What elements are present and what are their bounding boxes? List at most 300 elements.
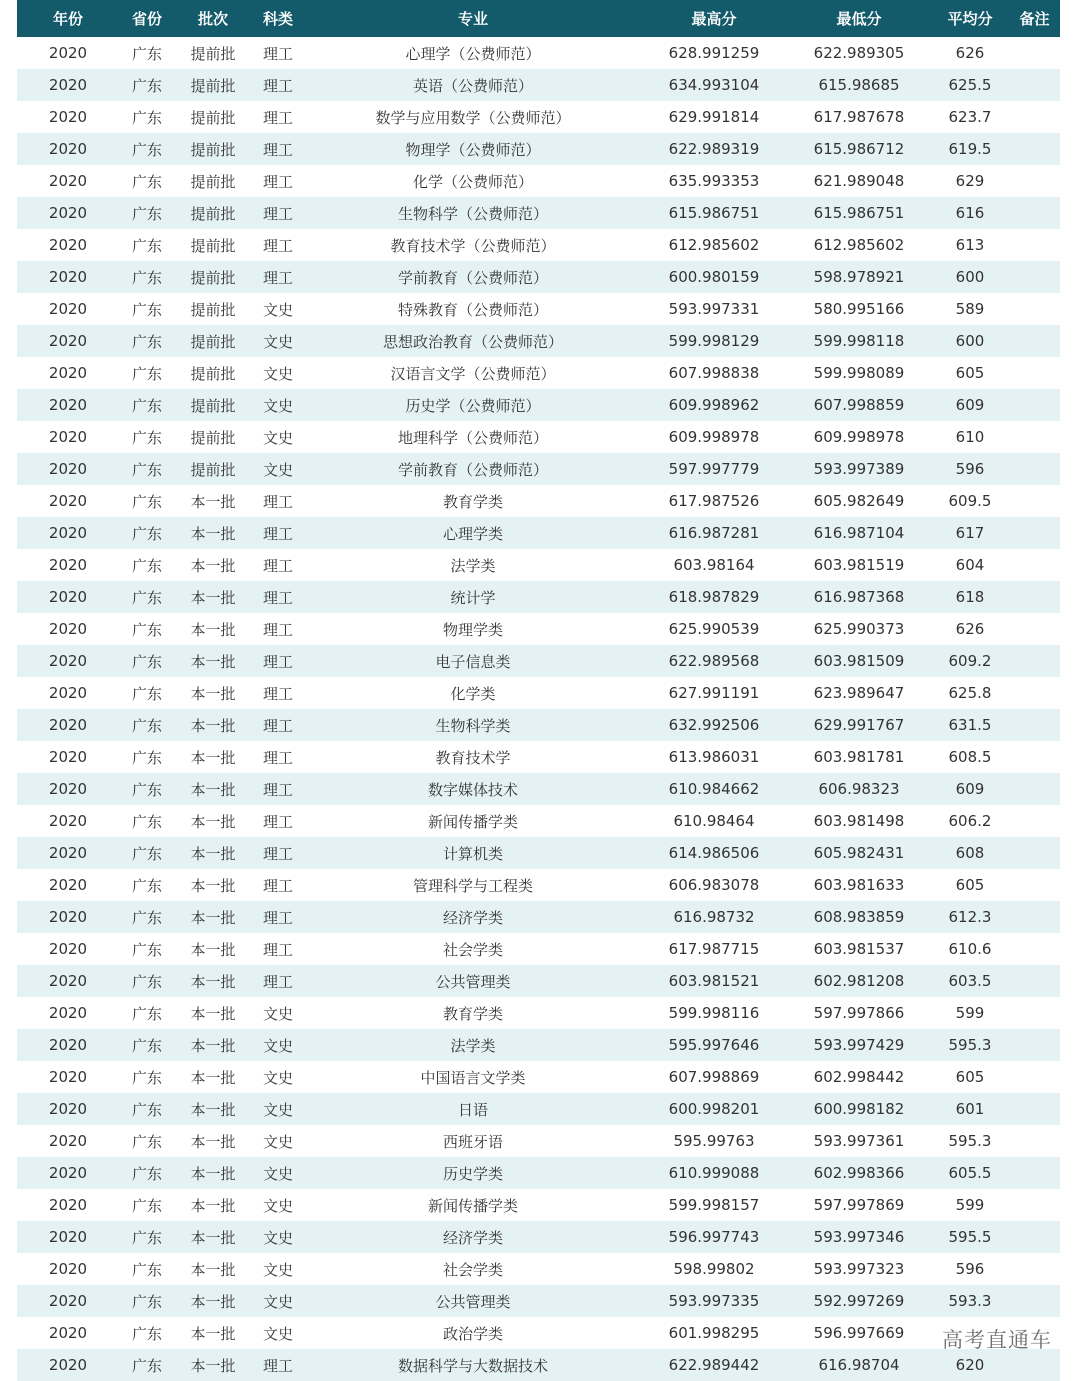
cell-major: 法学类 xyxy=(450,1036,496,1055)
cell-province: 广东 xyxy=(131,76,162,95)
cell-avg-score: 629 xyxy=(955,172,985,190)
cell-min-score: 605.982649 xyxy=(813,492,905,510)
cell-avg-score: 625.8 xyxy=(948,684,992,702)
cell-min-score: 615.98685 xyxy=(818,76,900,94)
cell-min-score: 603.981509 xyxy=(813,652,905,670)
cell-avg-score: 617 xyxy=(955,524,985,542)
cell-min-score: 603.981519 xyxy=(813,556,905,574)
cell-major: 管理科学与工程类 xyxy=(412,876,533,895)
cell-max-score: 625.990539 xyxy=(668,620,760,638)
cell-province: 广东 xyxy=(131,844,162,863)
cell-max-score: 607.998869 xyxy=(668,1068,760,1086)
cell-major: 思想政治教育（公费师范） xyxy=(382,332,563,351)
cell-min-score: 592.997269 xyxy=(813,1292,905,1310)
cell-min-score: 629.991767 xyxy=(813,716,905,734)
cell-batch: 本一批 xyxy=(190,620,236,639)
cell-avg-score: 613 xyxy=(955,236,985,254)
cell-subject-type: 理工 xyxy=(262,940,293,959)
cell-max-score: 632.992506 xyxy=(668,716,760,734)
cell-year: 2020 xyxy=(48,1100,88,1118)
cell-year: 2020 xyxy=(48,1196,88,1214)
cell-subject-type: 理工 xyxy=(262,780,293,799)
cell-subject-type: 理工 xyxy=(262,236,293,255)
cell-min-score: 580.995166 xyxy=(813,300,905,318)
cell-subject-type: 理工 xyxy=(262,76,293,95)
cell-batch: 本一批 xyxy=(190,908,236,927)
table-row xyxy=(17,677,1060,709)
table-row xyxy=(17,517,1060,549)
cell-batch: 本一批 xyxy=(190,780,236,799)
cell-avg-score: 599 xyxy=(955,1196,985,1214)
table-row xyxy=(17,133,1060,165)
cell-year: 2020 xyxy=(48,940,88,958)
cell-subject-type: 理工 xyxy=(262,108,293,127)
cell-year: 2020 xyxy=(48,428,88,446)
cell-province: 广东 xyxy=(131,716,162,735)
cell-min-score: 593.997323 xyxy=(813,1260,905,1278)
cell-avg-score: 595.3 xyxy=(948,1132,992,1150)
table-row xyxy=(17,421,1060,453)
header-subject-type: 科类 xyxy=(262,10,293,28)
cell-major: 历史学类 xyxy=(442,1164,503,1183)
cell-min-score: 602.981208 xyxy=(813,972,905,990)
cell-batch: 提前批 xyxy=(190,460,236,479)
cell-min-score: 621.989048 xyxy=(813,172,905,190)
cell-subject-type: 文史 xyxy=(262,396,293,415)
cell-max-score: 612.985602 xyxy=(668,236,760,254)
cell-min-score: 612.985602 xyxy=(813,236,905,254)
cell-max-score: 610.999088 xyxy=(668,1164,760,1182)
cell-max-score: 616.987281 xyxy=(668,524,760,542)
table-row xyxy=(17,805,1060,837)
cell-subject-type: 文史 xyxy=(262,332,293,351)
cell-major: 化学（公费师范） xyxy=(412,172,533,191)
cell-max-score: 593.997335 xyxy=(668,1292,760,1310)
cell-min-score: 625.990373 xyxy=(813,620,905,638)
cell-major: 英语（公费师范） xyxy=(412,76,533,95)
cell-year: 2020 xyxy=(48,876,88,894)
cell-subject-type: 理工 xyxy=(262,492,293,511)
cell-province: 广东 xyxy=(131,684,162,703)
cell-min-score: 593.997389 xyxy=(813,460,905,478)
cell-major: 数据科学与大数据技术 xyxy=(397,1356,548,1375)
cell-year: 2020 xyxy=(48,1068,88,1086)
cell-avg-score: 600 xyxy=(955,268,985,286)
cell-major: 物理学（公费师范） xyxy=(405,140,541,159)
cell-year: 2020 xyxy=(48,1164,88,1182)
cell-subject-type: 理工 xyxy=(262,44,293,63)
table-row xyxy=(17,197,1060,229)
cell-subject-type: 理工 xyxy=(262,268,293,287)
cell-province: 广东 xyxy=(131,908,162,927)
cell-min-score: 593.997346 xyxy=(813,1228,905,1246)
cell-max-score: 609.998962 xyxy=(668,396,760,414)
cell-max-score: 610.984662 xyxy=(668,780,760,798)
cell-batch: 提前批 xyxy=(190,172,236,191)
cell-batch: 本一批 xyxy=(190,844,236,863)
cell-min-score: 609.998978 xyxy=(813,428,905,446)
cell-year: 2020 xyxy=(48,844,88,862)
cell-year: 2020 xyxy=(48,396,88,414)
cell-year: 2020 xyxy=(48,460,88,478)
cell-max-score: 607.998838 xyxy=(668,364,760,382)
table-row xyxy=(17,1125,1060,1157)
cell-batch: 本一批 xyxy=(190,972,236,991)
table-row xyxy=(17,1253,1060,1285)
cell-province: 广东 xyxy=(131,1228,162,1247)
cell-batch: 本一批 xyxy=(190,524,236,543)
cell-max-score: 600.980159 xyxy=(668,268,760,286)
cell-min-score: 605.982431 xyxy=(813,844,905,862)
cell-min-score: 607.998859 xyxy=(813,396,905,414)
cell-year: 2020 xyxy=(48,1292,88,1310)
cell-major: 法学类 xyxy=(450,556,496,575)
cell-subject-type: 文史 xyxy=(262,1164,293,1183)
cell-avg-score: 609 xyxy=(955,780,985,798)
cell-year: 2020 xyxy=(48,300,88,318)
cell-province: 广东 xyxy=(131,172,162,191)
cell-subject-type: 理工 xyxy=(262,812,293,831)
table-body xyxy=(17,37,1060,1381)
cell-max-score: 595.99763 xyxy=(673,1132,755,1150)
table-row xyxy=(17,549,1060,581)
cell-avg-score: 600 xyxy=(955,332,985,350)
cell-batch: 提前批 xyxy=(190,300,236,319)
table-row xyxy=(17,1189,1060,1221)
table-row xyxy=(17,741,1060,773)
table-header xyxy=(17,0,1060,37)
cell-year: 2020 xyxy=(48,204,88,222)
cell-batch: 本一批 xyxy=(190,684,236,703)
cell-subject-type: 文史 xyxy=(262,1068,293,1087)
cell-max-score: 616.98732 xyxy=(673,908,755,926)
cell-avg-score: 589 xyxy=(955,300,985,318)
cell-avg-score: 625.5 xyxy=(948,76,992,94)
table-row xyxy=(17,165,1060,197)
cell-subject-type: 理工 xyxy=(262,588,293,607)
cell-max-score: 601.998295 xyxy=(668,1324,760,1342)
cell-batch: 本一批 xyxy=(190,812,236,831)
cell-major: 公共管理类 xyxy=(435,972,511,991)
cell-subject-type: 文史 xyxy=(262,364,293,383)
cell-major: 数学与应用数学（公费师范） xyxy=(375,108,571,127)
cell-avg-score: 623.7 xyxy=(948,108,992,126)
cell-major: 汉语言文学（公费师范） xyxy=(390,364,556,383)
cell-subject-type: 文史 xyxy=(262,1324,293,1343)
cell-max-score: 622.989442 xyxy=(668,1356,760,1374)
cell-major: 中国语言文学类 xyxy=(420,1068,526,1087)
cell-subject-type: 理工 xyxy=(262,620,293,639)
cell-max-score: 606.983078 xyxy=(668,876,760,894)
cell-batch: 本一批 xyxy=(190,1004,236,1023)
cell-batch: 提前批 xyxy=(190,76,236,95)
cell-major: 日语 xyxy=(457,1100,488,1119)
cell-major: 历史学（公费师范） xyxy=(405,396,541,415)
cell-max-score: 598.99802 xyxy=(673,1260,755,1278)
cell-major: 生物科学类 xyxy=(435,716,511,735)
cell-avg-score: 596 xyxy=(955,460,985,478)
cell-min-score: 597.997866 xyxy=(813,1004,905,1022)
cell-subject-type: 理工 xyxy=(262,140,293,159)
cell-batch: 本一批 xyxy=(190,748,236,767)
cell-subject-type: 理工 xyxy=(262,748,293,767)
table-row xyxy=(17,37,1060,69)
cell-avg-score: 603.5 xyxy=(948,972,992,990)
cell-max-score: 600.998201 xyxy=(668,1100,760,1118)
cell-max-score: 593.997331 xyxy=(668,300,760,318)
cell-max-score: 629.991814 xyxy=(668,108,760,126)
table-row xyxy=(17,613,1060,645)
cell-max-score: 622.989319 xyxy=(668,140,760,158)
table-row xyxy=(17,837,1060,869)
cell-min-score: 596.997669 xyxy=(813,1324,905,1342)
cell-max-score: 617.987526 xyxy=(668,492,760,510)
cell-year: 2020 xyxy=(48,140,88,158)
cell-min-score: 616.987368 xyxy=(813,588,905,606)
cell-year: 2020 xyxy=(48,588,88,606)
cell-year: 2020 xyxy=(48,1004,88,1022)
cell-major: 心理学（公费师范） xyxy=(405,44,541,63)
cell-province: 广东 xyxy=(131,492,162,511)
cell-major: 社会学类 xyxy=(442,940,503,959)
cell-avg-score: 605 xyxy=(955,1068,985,1086)
cell-major: 心理学类 xyxy=(442,524,503,543)
cell-avg-score: 605 xyxy=(955,876,985,894)
cell-major: 地理科学（公费师范） xyxy=(397,428,548,447)
cell-major: 教育学类 xyxy=(442,492,503,511)
cell-batch: 提前批 xyxy=(190,108,236,127)
cell-batch: 提前批 xyxy=(190,236,236,255)
cell-subject-type: 理工 xyxy=(262,844,293,863)
cell-year: 2020 xyxy=(48,1036,88,1054)
cell-avg-score: 609 xyxy=(955,396,985,414)
cell-year: 2020 xyxy=(48,972,88,990)
cell-avg-score: 610 xyxy=(955,428,985,446)
cell-province: 广东 xyxy=(131,108,162,127)
cell-province: 广东 xyxy=(131,972,162,991)
cell-major: 社会学类 xyxy=(442,1260,503,1279)
cell-avg-score: 595.3 xyxy=(948,1036,992,1054)
cell-province: 广东 xyxy=(131,588,162,607)
cell-avg-score: 609.2 xyxy=(948,652,992,670)
header-batch: 批次 xyxy=(197,10,228,28)
cell-batch: 提前批 xyxy=(190,204,236,223)
cell-avg-score: 618 xyxy=(955,588,985,606)
cell-batch: 本一批 xyxy=(190,1132,236,1151)
cell-batch: 本一批 xyxy=(190,652,236,671)
cell-year: 2020 xyxy=(48,908,88,926)
cell-avg-score: 608.5 xyxy=(948,748,992,766)
admission-scores-table xyxy=(17,0,1060,1381)
cell-province: 广东 xyxy=(131,652,162,671)
table-row xyxy=(17,1221,1060,1253)
table-row xyxy=(17,1061,1060,1093)
cell-province: 广东 xyxy=(131,268,162,287)
table-row xyxy=(17,453,1060,485)
cell-year: 2020 xyxy=(48,268,88,286)
cell-year: 2020 xyxy=(48,1132,88,1150)
cell-min-score: 616.98704 xyxy=(818,1356,900,1374)
cell-batch: 提前批 xyxy=(190,428,236,447)
cell-avg-score: 605 xyxy=(955,364,985,382)
cell-batch: 提前批 xyxy=(190,268,236,287)
cell-major: 特殊教育（公费师范） xyxy=(397,300,548,319)
cell-province: 广东 xyxy=(131,1036,162,1055)
cell-avg-score: 626 xyxy=(955,44,985,62)
cell-subject-type: 文史 xyxy=(262,1292,293,1311)
cell-province: 广东 xyxy=(131,1356,162,1375)
table-row xyxy=(17,293,1060,325)
cell-avg-score: 601 xyxy=(955,1100,985,1118)
cell-year: 2020 xyxy=(48,76,88,94)
cell-province: 广东 xyxy=(131,204,162,223)
cell-province: 广东 xyxy=(131,812,162,831)
cell-major: 政治学类 xyxy=(442,1324,503,1343)
table-row xyxy=(17,101,1060,133)
table-row xyxy=(17,357,1060,389)
cell-major: 化学类 xyxy=(450,684,496,703)
header-major: 专业 xyxy=(457,10,488,28)
cell-province: 广东 xyxy=(131,876,162,895)
table-row xyxy=(17,645,1060,677)
cell-province: 广东 xyxy=(131,1164,162,1183)
cell-year: 2020 xyxy=(48,812,88,830)
cell-max-score: 603.981521 xyxy=(668,972,760,990)
cell-batch: 本一批 xyxy=(190,940,236,959)
cell-subject-type: 理工 xyxy=(262,908,293,927)
cell-province: 广东 xyxy=(131,1068,162,1087)
header-min-score: 最低分 xyxy=(836,10,882,28)
cell-major: 计算机类 xyxy=(442,844,503,863)
cell-province: 广东 xyxy=(131,1292,162,1311)
cell-max-score: 615.986751 xyxy=(668,204,760,222)
table-row xyxy=(17,1157,1060,1189)
cell-year: 2020 xyxy=(48,332,88,350)
cell-year: 2020 xyxy=(48,524,88,542)
cell-year: 2020 xyxy=(48,44,88,62)
cell-batch: 本一批 xyxy=(190,588,236,607)
cell-max-score: 635.993353 xyxy=(668,172,760,190)
cell-province: 广东 xyxy=(131,620,162,639)
cell-year: 2020 xyxy=(48,1228,88,1246)
cell-min-score: 603.981498 xyxy=(813,812,905,830)
cell-major: 新闻传播学类 xyxy=(427,1196,518,1215)
cell-avg-score: 604 xyxy=(955,556,985,574)
cell-province: 广东 xyxy=(131,1100,162,1119)
cell-max-score: 634.993104 xyxy=(668,76,760,94)
cell-max-score: 617.987715 xyxy=(668,940,760,958)
cell-avg-score: 631.5 xyxy=(948,716,992,734)
cell-batch: 本一批 xyxy=(190,1196,236,1215)
cell-batch: 本一批 xyxy=(190,876,236,895)
cell-max-score: 599.998116 xyxy=(668,1004,760,1022)
cell-subject-type: 理工 xyxy=(262,684,293,703)
cell-min-score: 622.989305 xyxy=(813,44,905,62)
table-row xyxy=(17,389,1060,421)
cell-batch: 本一批 xyxy=(190,1324,236,1343)
cell-year: 2020 xyxy=(48,780,88,798)
cell-batch: 本一批 xyxy=(190,556,236,575)
cell-province: 广东 xyxy=(131,940,162,959)
cell-major: 新闻传播学类 xyxy=(427,812,518,831)
cell-year: 2020 xyxy=(48,1260,88,1278)
cell-major: 统计学 xyxy=(450,588,496,607)
cell-batch: 提前批 xyxy=(190,364,236,383)
cell-subject-type: 文史 xyxy=(262,1228,293,1247)
cell-year: 2020 xyxy=(48,1356,88,1374)
cell-batch: 提前批 xyxy=(190,396,236,415)
cell-subject-type: 文史 xyxy=(262,460,293,479)
cell-subject-type: 文史 xyxy=(262,1196,293,1215)
cell-min-score: 608.983859 xyxy=(813,908,905,926)
cell-major: 电子信息类 xyxy=(435,652,511,671)
table-row xyxy=(17,325,1060,357)
cell-min-score: 597.997869 xyxy=(813,1196,905,1214)
header-remark: 备注 xyxy=(1019,10,1050,28)
cell-max-score: 622.989568 xyxy=(668,652,760,670)
cell-year: 2020 xyxy=(48,652,88,670)
cell-subject-type: 理工 xyxy=(262,172,293,191)
cell-max-score: 610.98464 xyxy=(673,812,755,830)
cell-major: 教育技术学 xyxy=(435,748,511,767)
cell-batch: 本一批 xyxy=(190,1100,236,1119)
cell-max-score: 599.998129 xyxy=(668,332,760,350)
cell-max-score: 614.986506 xyxy=(668,844,760,862)
cell-province: 广东 xyxy=(131,332,162,351)
table-row xyxy=(17,1349,1060,1381)
cell-avg-score: 608 xyxy=(955,844,985,862)
table-row xyxy=(17,965,1060,997)
cell-major: 学前教育（公费师范） xyxy=(397,268,548,287)
cell-year: 2020 xyxy=(48,620,88,638)
table-row xyxy=(17,773,1060,805)
cell-avg-score: 610.6 xyxy=(948,940,992,958)
cell-year: 2020 xyxy=(48,556,88,574)
cell-province: 广东 xyxy=(131,236,162,255)
cell-avg-score: 593.3 xyxy=(948,1292,992,1310)
cell-batch: 本一批 xyxy=(190,1260,236,1279)
cell-max-score: 596.997743 xyxy=(668,1228,760,1246)
cell-max-score: 628.991259 xyxy=(668,44,760,62)
cell-batch: 本一批 xyxy=(190,1356,236,1375)
cell-min-score: 617.987678 xyxy=(813,108,905,126)
cell-subject-type: 理工 xyxy=(262,716,293,735)
header-year: 年份 xyxy=(52,10,83,28)
table-row xyxy=(17,1285,1060,1317)
watermark: 高考直通车 xyxy=(942,1328,1052,1352)
cell-min-score: 602.998442 xyxy=(813,1068,905,1086)
header-province: 省份 xyxy=(131,10,162,28)
cell-major: 数字媒体技术 xyxy=(427,780,518,799)
cell-min-score: 615.986712 xyxy=(813,140,905,158)
cell-province: 广东 xyxy=(131,748,162,767)
table-row xyxy=(17,1317,1060,1349)
cell-subject-type: 文史 xyxy=(262,1132,293,1151)
header-avg-score: 平均分 xyxy=(947,10,993,28)
cell-major: 西班牙语 xyxy=(442,1132,503,1151)
cell-province: 广东 xyxy=(131,524,162,543)
cell-year: 2020 xyxy=(48,684,88,702)
cell-major: 物理学类 xyxy=(442,620,503,639)
cell-subject-type: 文史 xyxy=(262,1260,293,1279)
cell-province: 广东 xyxy=(131,300,162,319)
table-row xyxy=(17,901,1060,933)
table-row xyxy=(17,709,1060,741)
table-row xyxy=(17,1093,1060,1125)
cell-batch: 本一批 xyxy=(190,716,236,735)
cell-min-score: 615.986751 xyxy=(813,204,905,222)
cell-subject-type: 文史 xyxy=(262,1036,293,1055)
